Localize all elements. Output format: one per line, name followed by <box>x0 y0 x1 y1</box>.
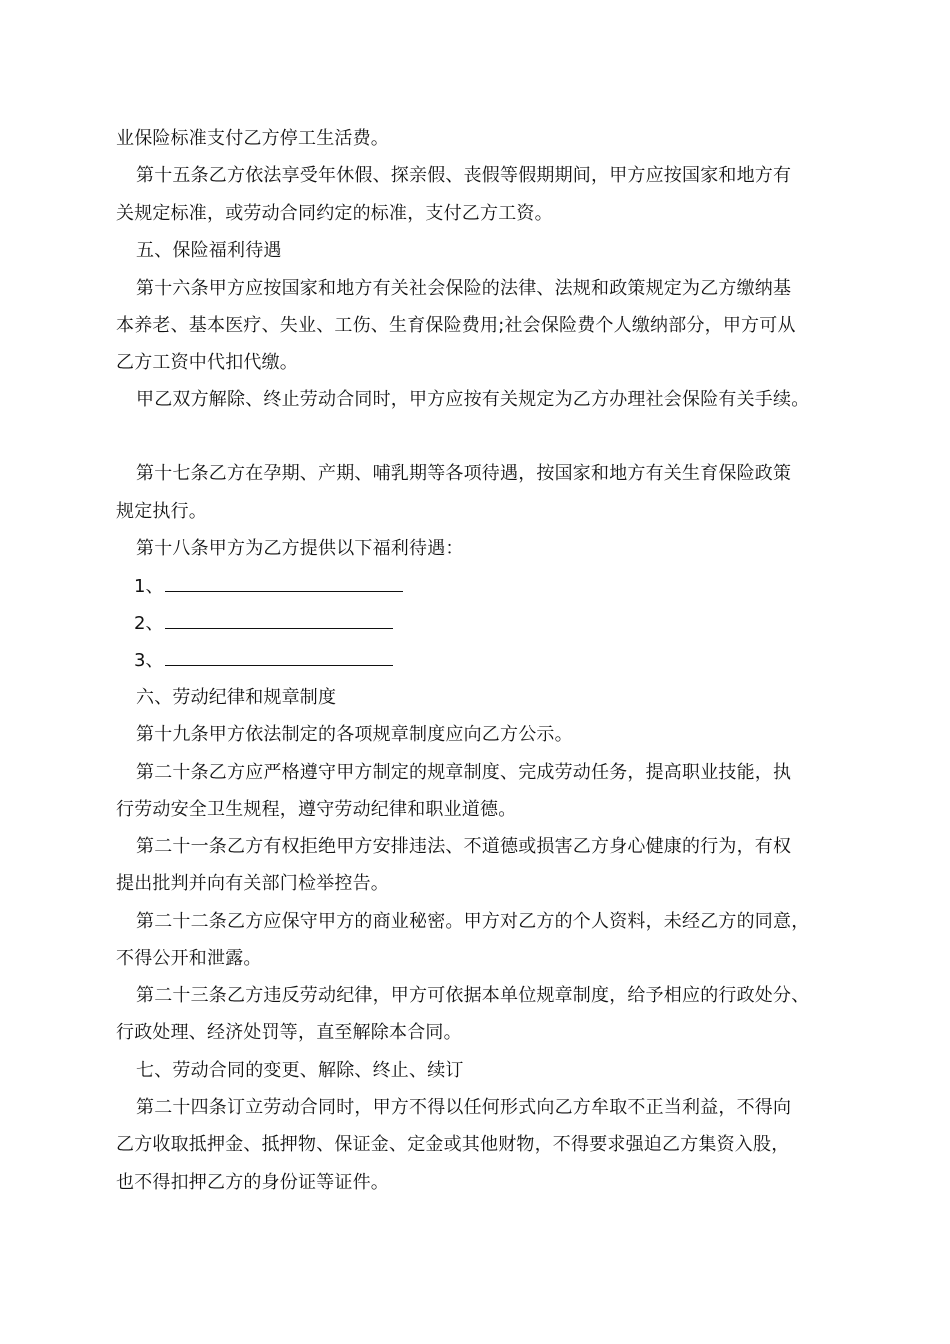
text-line: 不得公开和泄露。 <box>116 948 262 969</box>
text-line: 第二十二条乙方应保守甲方的商业秘密。甲方对乙方的个人资料，未经乙方的同意， <box>136 911 810 932</box>
fill-in-blank <box>165 614 393 629</box>
section-heading: 七、劳动合同的变更、解除、终止、续订 <box>136 1060 464 1081</box>
text-line: 第十七条乙方在孕期、产期、哺乳期等各项待遇，按国家和地方有关生育保险政策 <box>136 463 792 484</box>
text-line: 提出批判并向有关部门检举控告。 <box>116 873 389 894</box>
text-line: 业保险标准支付乙方停工生活费。 <box>116 128 389 149</box>
text-line: 本养老、基本医疗、失业、工伤、生育保险费用;社会保险费个人缴纳部分，甲方可从 <box>116 315 796 336</box>
text-line: 第二十三条乙方违反劳动纪律，甲方可依据本单位规章制度，给予相应的行政处分、 <box>136 985 810 1006</box>
section-heading: 六、劳动纪律和规章制度 <box>136 687 337 708</box>
text-line: 第十五条乙方依法享受年休假、探亲假、丧假等假期期间，甲方应按国家和地方有 <box>136 165 792 186</box>
text-line: 第十九条甲方依法制定的各项规章制度应向乙方公示。 <box>136 724 573 745</box>
blank-number: 3、 <box>134 650 164 671</box>
section-heading: 五、保险福利待遇 <box>136 240 282 261</box>
blank-number: 1、 <box>134 576 164 597</box>
fill-in-blank <box>165 577 403 592</box>
text-line: 第二十一条乙方有权拒绝甲方安排违法、不道德或损害乙方身心健康的行为，有权 <box>136 836 792 857</box>
text-line: 乙方收取抵押金、抵押物、保证金、定金或其他财物，不得要求强迫乙方集资入股， <box>116 1134 790 1155</box>
text-line: 第十八条甲方为乙方提供以下福利待遇： <box>136 538 464 559</box>
text-line: 行劳动安全卫生规程，遵守劳动纪律和职业道德。 <box>116 799 517 820</box>
text-line: 规定执行。 <box>116 501 207 522</box>
text-line: 关规定标准，或劳动合同约定的标准，支付乙方工资。 <box>116 203 553 224</box>
text-line: 甲乙双方解除、终止劳动合同时，甲方应按有关规定为乙方办理社会保险有关手续。 <box>136 389 810 410</box>
text-line: 第二十条乙方应严格遵守甲方制定的规章制度、完成劳动任务，提高职业技能，执 <box>136 762 792 783</box>
fill-in-blank <box>165 651 393 666</box>
text-line: 第二十四条订立劳动合同时，甲方不得以任何形式向乙方牟取不正当利益，不得向 <box>136 1097 792 1118</box>
text-line: 行政处理、经济处罚等，直至解除本合同。 <box>116 1022 462 1043</box>
text-line: 也不得扣押乙方的身份证等证件。 <box>116 1172 389 1193</box>
text-line: 第十六条甲方应按国家和地方有关社会保险的法律、法规和政策规定为乙方缴纳基 <box>136 278 792 299</box>
text-line: 乙方工资中代扣代缴。 <box>116 352 298 373</box>
blank-number: 2、 <box>134 613 164 634</box>
blank-item <box>134 613 393 635</box>
blank-item <box>134 576 403 598</box>
blank-item <box>134 650 393 672</box>
